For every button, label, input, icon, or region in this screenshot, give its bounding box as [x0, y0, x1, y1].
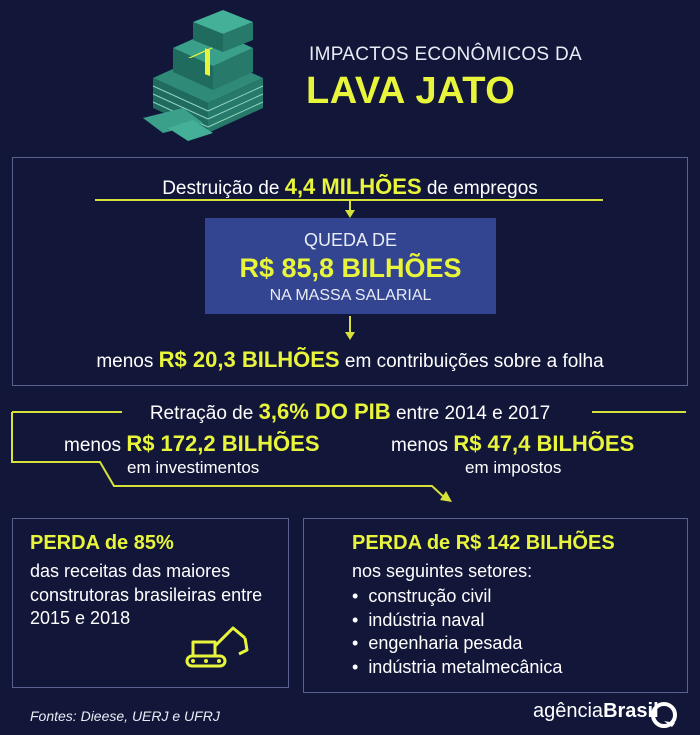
agencia-brasil-brand	[533, 700, 659, 723]
taxes-line	[391, 431, 634, 457]
jobs-value: 4,4 MILHÕES	[284, 174, 422, 199]
sector-loss-title: PERDA de R$ 142 BILHÕES	[352, 532, 615, 554]
agencia-brasil-logo-icon	[650, 701, 678, 729]
gdp-post: entre 2014 e 2017	[395, 403, 551, 424]
contributions-value: R$ 20,3 BILHÕES	[158, 347, 340, 372]
gdp-line	[0, 399, 700, 425]
jobs-post: de empregos	[426, 178, 538, 199]
contributions-pre: menos	[96, 351, 154, 372]
salary-line3: NA MASSA SALARIAL	[269, 287, 432, 304]
salary-value: R$ 85,8 BILHÕES	[239, 253, 462, 283]
gdp-pre: Retração de	[149, 403, 254, 424]
sector-list	[352, 585, 562, 679]
investments-label: em investimentos	[127, 458, 260, 477]
excavator-icon	[183, 620, 253, 670]
taxes-value: R$ 47,4 BILHÕES	[453, 431, 635, 456]
sector-loss-subtitle: nos seguintes setores:	[352, 561, 533, 581]
construction-loss-title: PERDA de 85%	[30, 532, 174, 554]
list-item: • indústria metalmecânica	[352, 656, 562, 680]
investments-value: R$ 172,2 BILHÕES	[126, 431, 320, 456]
infographic-title: LAVA JATO	[306, 70, 516, 112]
sources-text: Fontes: Dieese, UERJ e UFRJ	[30, 708, 220, 724]
contributions-post: em contribuições sobre a folha	[344, 351, 604, 372]
taxes-pre: menos	[391, 435, 449, 456]
contributions-line	[0, 347, 700, 373]
salary-line1: QUEDA DE	[303, 230, 398, 250]
jobs-line	[0, 174, 700, 200]
brand-light: agência	[533, 700, 604, 722]
money-stack-icon	[133, 8, 283, 143]
gdp-value: 3,6% DO PIB	[258, 399, 391, 424]
brand-bold: Brasil	[603, 700, 659, 722]
list-item: • indústria naval	[352, 609, 562, 633]
list-item: • construção civil	[352, 585, 562, 609]
taxes-label: em impostos	[465, 458, 562, 477]
list-item: • engenharia pesada	[352, 632, 562, 656]
divider	[95, 199, 603, 201]
jobs-pre: Destruição de	[162, 178, 280, 199]
investments-line	[64, 431, 320, 457]
infographic-subtitle: IMPACTOS ECONÔMICOS DA	[309, 44, 582, 65]
investments-pre: menos	[64, 435, 122, 456]
construction-loss-text: das receitas das maiores construtoras brasileiras entre 2015 e 2018	[30, 561, 263, 628]
